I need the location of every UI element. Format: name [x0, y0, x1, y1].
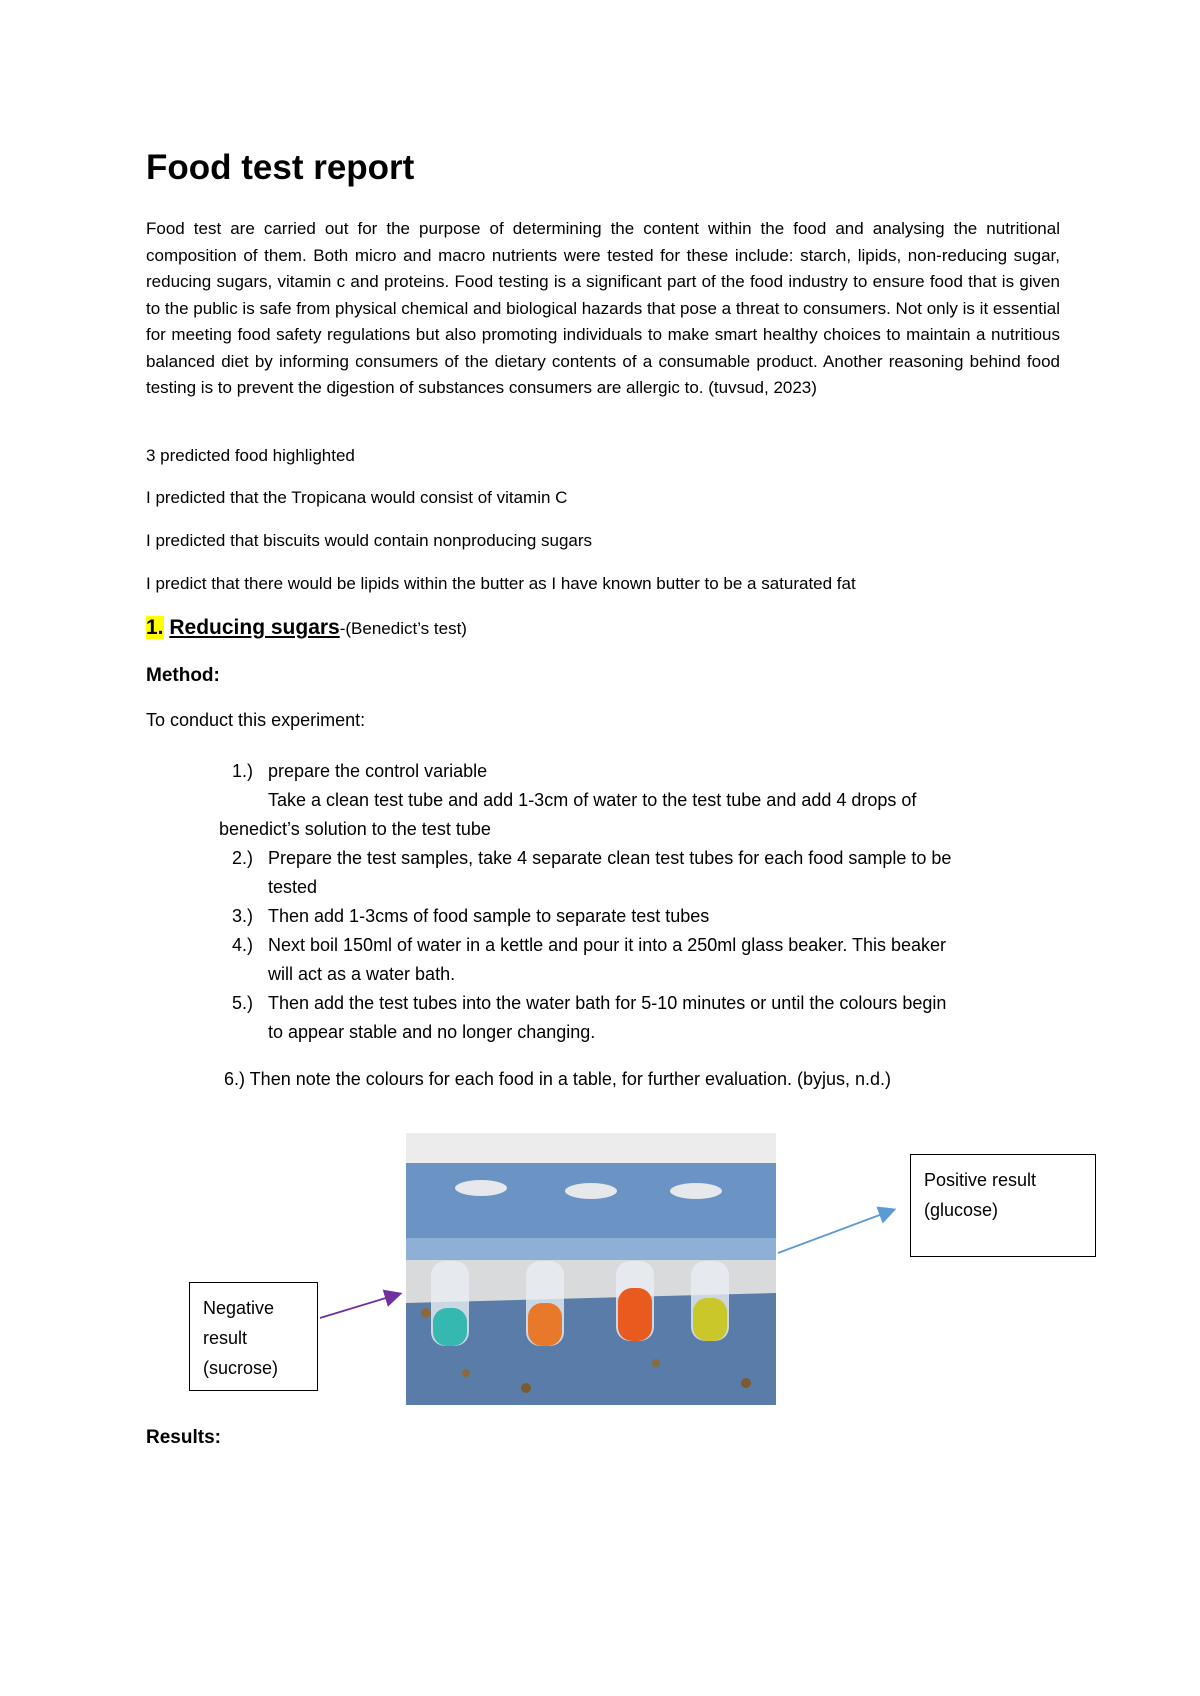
step-number: 5.) [232, 993, 254, 1013]
negative-result-label: Negative result (sucrose) [203, 1298, 279, 1378]
negative-arrow [320, 1294, 399, 1318]
intro-paragraph: Food test are carried out for the purpose of determining the content within the food and analysing the nutritional composition of them. Both micro and macro nutrients were tested for these include: starch, lipids, non-reducing sugar, reducing sugars, vitamin c and proteins. Food testing is a significant part of the food industry to ensure food that is given to the public is safe from physical chemical and biological hazards that pose a threat to consumers. Not only is it essential for meeting food safety regulations but also promoting individuals to make smart healthy choices to maintain a nutritious balanced diet by informing consumers of the dietary contents of a consumable product. Another reasoning behind food testing is to prevent the digestion of substances consumers are allergic to. (tuvsud, 2023) [146, 219, 1060, 397]
step-6: 6.) Then note the colours for each food in a table, for further evaluation. (byjus, n.d.) [224, 1069, 892, 1089]
step-text: Next boil 150ml of water in a kettle and pour it into a 250ml glass beaker. This beaker [268, 935, 947, 955]
step-text: to appear stable and no longer changing. [268, 1022, 596, 1042]
predictions-heading: 3 predicted food highlighted [146, 446, 355, 465]
step-text: tested [268, 877, 318, 897]
step-text: will act as a water bath. [268, 964, 456, 984]
step-number: 4.) [232, 935, 254, 955]
results-label: Results: [146, 1427, 221, 1448]
tube-orange [528, 1303, 562, 1346]
step-text: benedict’s solution to the test tube [219, 819, 491, 839]
negative-result-box [189, 1282, 318, 1391]
section-subtitle: -(Benedict’s test) [339, 619, 467, 638]
section-number: 1. [146, 616, 164, 639]
method-intro: To conduct this experiment: [146, 710, 366, 730]
page-title: Food test report [146, 148, 415, 187]
tube-red-orange [618, 1288, 652, 1341]
positive-result-box [910, 1154, 1096, 1257]
tube-yellow [693, 1298, 727, 1341]
positive-arrow [778, 1210, 893, 1253]
prediction-2: I predicted that biscuits would contain nonproducing sugars [146, 531, 593, 550]
positive-result-label: Positive result (glucose) [924, 1170, 1037, 1220]
tube-blue [433, 1308, 467, 1346]
step-text: Then add the test tubes into the water bath for 5-10 minutes or until the colours begin [268, 993, 947, 1013]
step-text: Then add 1-3cms of food sample to separate test tubes [268, 906, 710, 926]
section-name: Reducing sugars [169, 616, 340, 639]
step-number: 2.) [232, 848, 254, 868]
prediction-1: I predicted that the Tropicana would consist of vitamin C [146, 488, 568, 507]
step-text: Prepare the test samples, take 4 separate clean test tubes for each food sample to be [268, 848, 952, 868]
test-tubes-illustration [406, 1133, 776, 1405]
section-heading [146, 616, 467, 640]
step-text: prepare the control variable [268, 761, 488, 781]
prediction-3: I predict that there would be lipids within the butter as I have known butter to be a saturated fat [146, 574, 856, 593]
step-text: Take a clean test tube and add 1-3cm of water to the test tube and add 4 drops of [268, 790, 917, 810]
step-number: 1.) [232, 761, 254, 781]
step-number: 3.) [232, 906, 254, 926]
test-tubes-photo [406, 1133, 776, 1405]
method-label: Method: [146, 665, 220, 686]
